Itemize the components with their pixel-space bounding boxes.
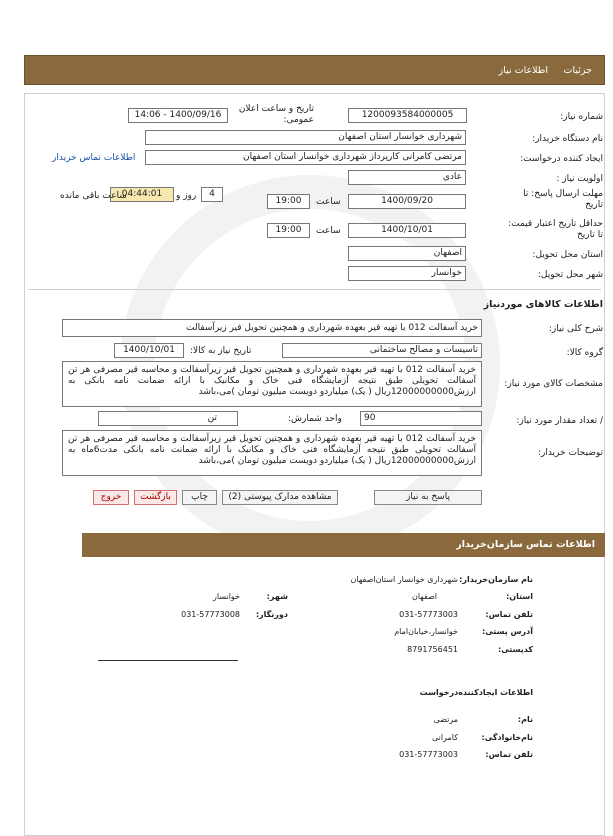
validity-time: 19:00 — [267, 223, 310, 238]
creator-phone-value: 031-57773003 — [399, 750, 458, 759]
announce-label: تاریخ و ساعت اعلان عمومی: — [238, 104, 314, 125]
remaining-days: 4 — [201, 187, 223, 202]
org-name-value: شهرداری خوانسار استان‌اصفهان — [350, 575, 458, 584]
buyer-org-label: نام دستگاه خریدار: — [532, 134, 603, 144]
unit-label: واحد شمارش: — [288, 414, 342, 424]
announce-value: 1400/09/16 - 14:06 — [128, 108, 228, 123]
exit-button[interactable]: خروج — [93, 490, 129, 505]
priority-value: عادی — [348, 170, 466, 185]
city-value: خوانسار — [348, 266, 466, 281]
deadline-time: 19:00 — [267, 194, 310, 209]
last-name-label: نام‌خانوادگی: — [481, 733, 533, 742]
org-name-label: نام سازمان‌خریدار: — [459, 575, 533, 584]
contact-phone-label: تلفن تماس: — [485, 610, 533, 619]
group-value: تاسیسات و مصالح ساختمانی — [282, 343, 482, 358]
summary-value: خرید آسفالت 012 با تهیه قیر بعهده شهرداری و همچنین تحویل قیر زیرآسفالت — [62, 319, 482, 337]
last-name-value: کامرانی — [431, 733, 458, 742]
contact-section-title: اطلاعات تماس سازمان‌خریدار — [456, 539, 595, 550]
contact-fax-label: دورنگار: — [255, 610, 288, 619]
spec-value: خرید آسفالت 012 با تهیه قیر بعهده شهرداری و همچنین تحویل قیر زیرآسفالت و محاسبه قیر مصرفی هر تن آسفالت تحویلی طبق نتیجه آزمایشگاه فنی خاک و مکانیک با ارائه ضمانت نامه بانکی به ارزش12000000000ریال ( یک) میلیاردو دویست میلیون تومان )می،باشد — [62, 361, 482, 407]
contact-section-bar — [82, 533, 605, 557]
city-label: شهر محل تحویل: — [537, 270, 603, 280]
postcode-label: کدپستی: — [498, 645, 533, 654]
validity-date: 1400/10/01 — [348, 223, 466, 238]
summary-label: شرح کلی نیاز: — [548, 324, 603, 334]
creator-info-title: اطلاعات ایجادکننده‌درخواست — [419, 688, 533, 697]
need-date-label: تاریخ نیاز به کالا: — [190, 346, 252, 356]
contact-divider — [98, 660, 238, 661]
unit-value: تن — [98, 411, 238, 426]
buyer-notes-label: توضیحات خریدار: — [537, 448, 603, 458]
address-label: آدرس پستی: — [482, 627, 533, 636]
creator-label: ایجاد کننده درخواست: — [520, 154, 603, 164]
postcode-value: 8791756451 — [407, 645, 458, 654]
validity-label: حداقل تاریخ اعتبار قیمت: تا تاریخ — [508, 219, 603, 240]
province-label: استان محل تحویل: — [532, 250, 603, 260]
buyer-notes-value: خرید آسفالت 012 با تهیه قیر بعهده شهرداری و همچنین تحویل قیر زیرآسفالت و محاسبه قیر مصرفی هر تن آسفالت تحویلی طبق نتیجه آزمایشگاه فنی خاک و مکانیک با ارائه ضمانت نامه بانکی مدت6ماه به ارزش12000000000ریال ( یک) میلیاردو دویست میلیون تومان )می،باشد — [62, 430, 482, 476]
address-value: خوانسار،خیابان‌امام — [394, 627, 458, 636]
divider — [28, 289, 601, 290]
contact-city-value: خوانسار — [213, 592, 240, 601]
group-label: گروه کالا: — [566, 348, 603, 358]
priority-label: اولویت نیاز : — [556, 174, 603, 184]
creator-value: مرتضی کامرانی کارپرداز شهرداری خوانسار استان اصفهان — [145, 150, 466, 165]
validity-time-label: ساعت — [316, 226, 341, 236]
spec-label: مشخصات کالای مورد نیاز: — [504, 379, 603, 389]
goods-section-title: اطلاعات کالاهای موردنیاز — [483, 299, 603, 310]
first-name-label: نام: — [517, 715, 533, 724]
tab-need-info[interactable]: اطلاعات نیاز — [498, 65, 548, 76]
days-label: روز و — [176, 191, 197, 201]
contact-province-value: اصفهان — [411, 592, 437, 601]
deadline-date: 1400/09/20 — [348, 194, 466, 209]
top-tab-bar — [24, 55, 605, 85]
deadline-label: مهلت ارسال پاسخ: تا تاریخ — [523, 189, 603, 210]
tab-details[interactable]: جزئیات — [563, 65, 592, 76]
province-value: اصفهان — [348, 246, 466, 261]
buyer-org-value: شهرداری خوانسار استان اصفهان — [145, 130, 466, 145]
buyer-contact-link[interactable]: اطلاعات تماس خریدار — [52, 153, 136, 163]
contact-city-label: شهر: — [266, 592, 288, 601]
need-number-label: شماره نیاز: — [560, 112, 603, 122]
reply-button[interactable]: پاسخ به نیاز — [374, 490, 482, 505]
attachments-button[interactable]: مشاهده مدارک پیوستی (2) — [222, 490, 338, 505]
first-name-value: مرتضی — [433, 715, 458, 724]
remaining-label-part: ساعت باقی مانده — [60, 191, 127, 201]
qty-label: / تعداد مقدار مورد نیاز: — [516, 416, 603, 426]
remaining-timer: 04:44:01 — [110, 187, 174, 202]
back-button[interactable]: بازگشت — [134, 490, 177, 505]
need-number-value: 1200093584000005 — [348, 108, 467, 123]
contact-province-label: استان: — [506, 592, 533, 601]
print-button[interactable]: چاپ — [182, 490, 217, 505]
creator-phone-label: تلفن تماس: — [485, 750, 533, 759]
qty-value: 90 — [360, 411, 482, 426]
deadline-time-label: ساعت — [316, 197, 341, 207]
contact-fax-value: 031-57773008 — [181, 610, 240, 619]
contact-phone-value: 031-57773003 — [399, 610, 458, 619]
need-date-value: 1400/10/01 — [114, 343, 184, 358]
